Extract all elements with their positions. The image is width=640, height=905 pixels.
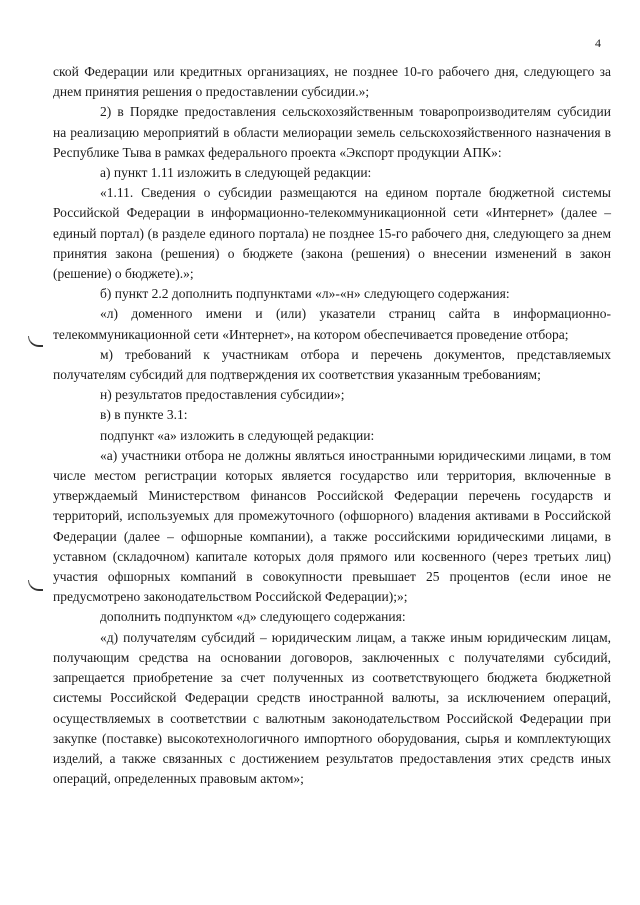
paragraph: в) в пункте 3.1: xyxy=(100,407,188,423)
page-number: 4 xyxy=(595,36,601,50)
paragraph: «л) доменного имени и (или) указатели страниц сайта в информационно-телекоммуникационной сети «Интернет», на котором обеспечивается проведение отбора; xyxy=(53,306,611,342)
scan-margin-mark xyxy=(28,336,43,347)
paragraph: ской Федерации или кредитных организациях, не позднее 10-го рабочего дня, следующего за днем принятия решения о предоставлении субсидии.»; xyxy=(53,64,611,100)
paragraph: подпункт «а» изложить в следующей редакции: xyxy=(100,427,375,443)
paragraph: а) пункт 1.11 изложить в следующей редакции: xyxy=(100,165,372,181)
scan-margin-mark xyxy=(28,580,43,591)
paragraph: м) требований к участникам отбора и перечень документов, представляемых получателям субсидий для подтверждения их соответствия указанным требованиям; xyxy=(53,346,611,383)
paragraph: н) результатов предоставления субсидии»; xyxy=(100,387,345,403)
paragraph: «1.11. Сведения о субсидии размещаются на едином портале бюджетной системы Российской Федерации в информационно-телекоммуникационной сети «Интернет» (далее – единый портал) (в разделе единого портала) не позднее 15-го рабочего дня, следующего за днем принятия закона (решения) о бюджете (закона (решения) о внесении изменений в закон (решение) о бюджете).»; xyxy=(53,185,611,282)
paragraph: б) пункт 2.2 дополнить подпунктами «л»-«н» следующего содержания: xyxy=(100,286,510,302)
paragraph: дополнить подпунктом «д» следующего содержания: xyxy=(100,609,406,625)
document-body xyxy=(53,62,611,789)
paragraph: «а) участники отбора не должны являться иностранными юридическими лицами, в том числе местом регистрации которых является государство или территория, включенные в утверждаемый Министерством финансов Российской Федерации перечень государств и территорий, используемых для промежуточного (офшорного) владения активами в Российской Федерации (далее – офшорные компании), а также российскими юридическими лицами, в уставном (складочном) капитале которых доля прямого или косвенного (через третьих лиц) участия офшорных компаний в совокупности превышает 25 процентов (если иное не предусмотрено законодательством Российской Федерации);»; xyxy=(53,447,611,605)
paragraph: «д) получателям субсидий – юридическим лицам, а также иным юридическим лицам, получающим средства на основании договоров, заключенных с получателями субсидий, запрещается приобретение за счет полученных из соответствующего бюджета бюджетной системы Российской Федерации средств иностранной валюты, за исключением операций, осуществляемых в соответствии с валютным законодательством Российской Федерации при закупке (поставке) высокотехнологичного импортного оборудования, сырья и комплектующих изделий, а также связанных с достижением результатов предоставления этих средств иных операций, определенных правовым актом»; xyxy=(53,629,611,787)
paragraph: 2) в Порядке предоставления сельскохозяйственным товаропроизводителям субсидии на реализацию мероприятий в области мелиорации земель сельскохозяйственного назначения в Республике Тыва в рамках федерального проекта «Экспорт продукции АПК»: xyxy=(53,104,611,160)
